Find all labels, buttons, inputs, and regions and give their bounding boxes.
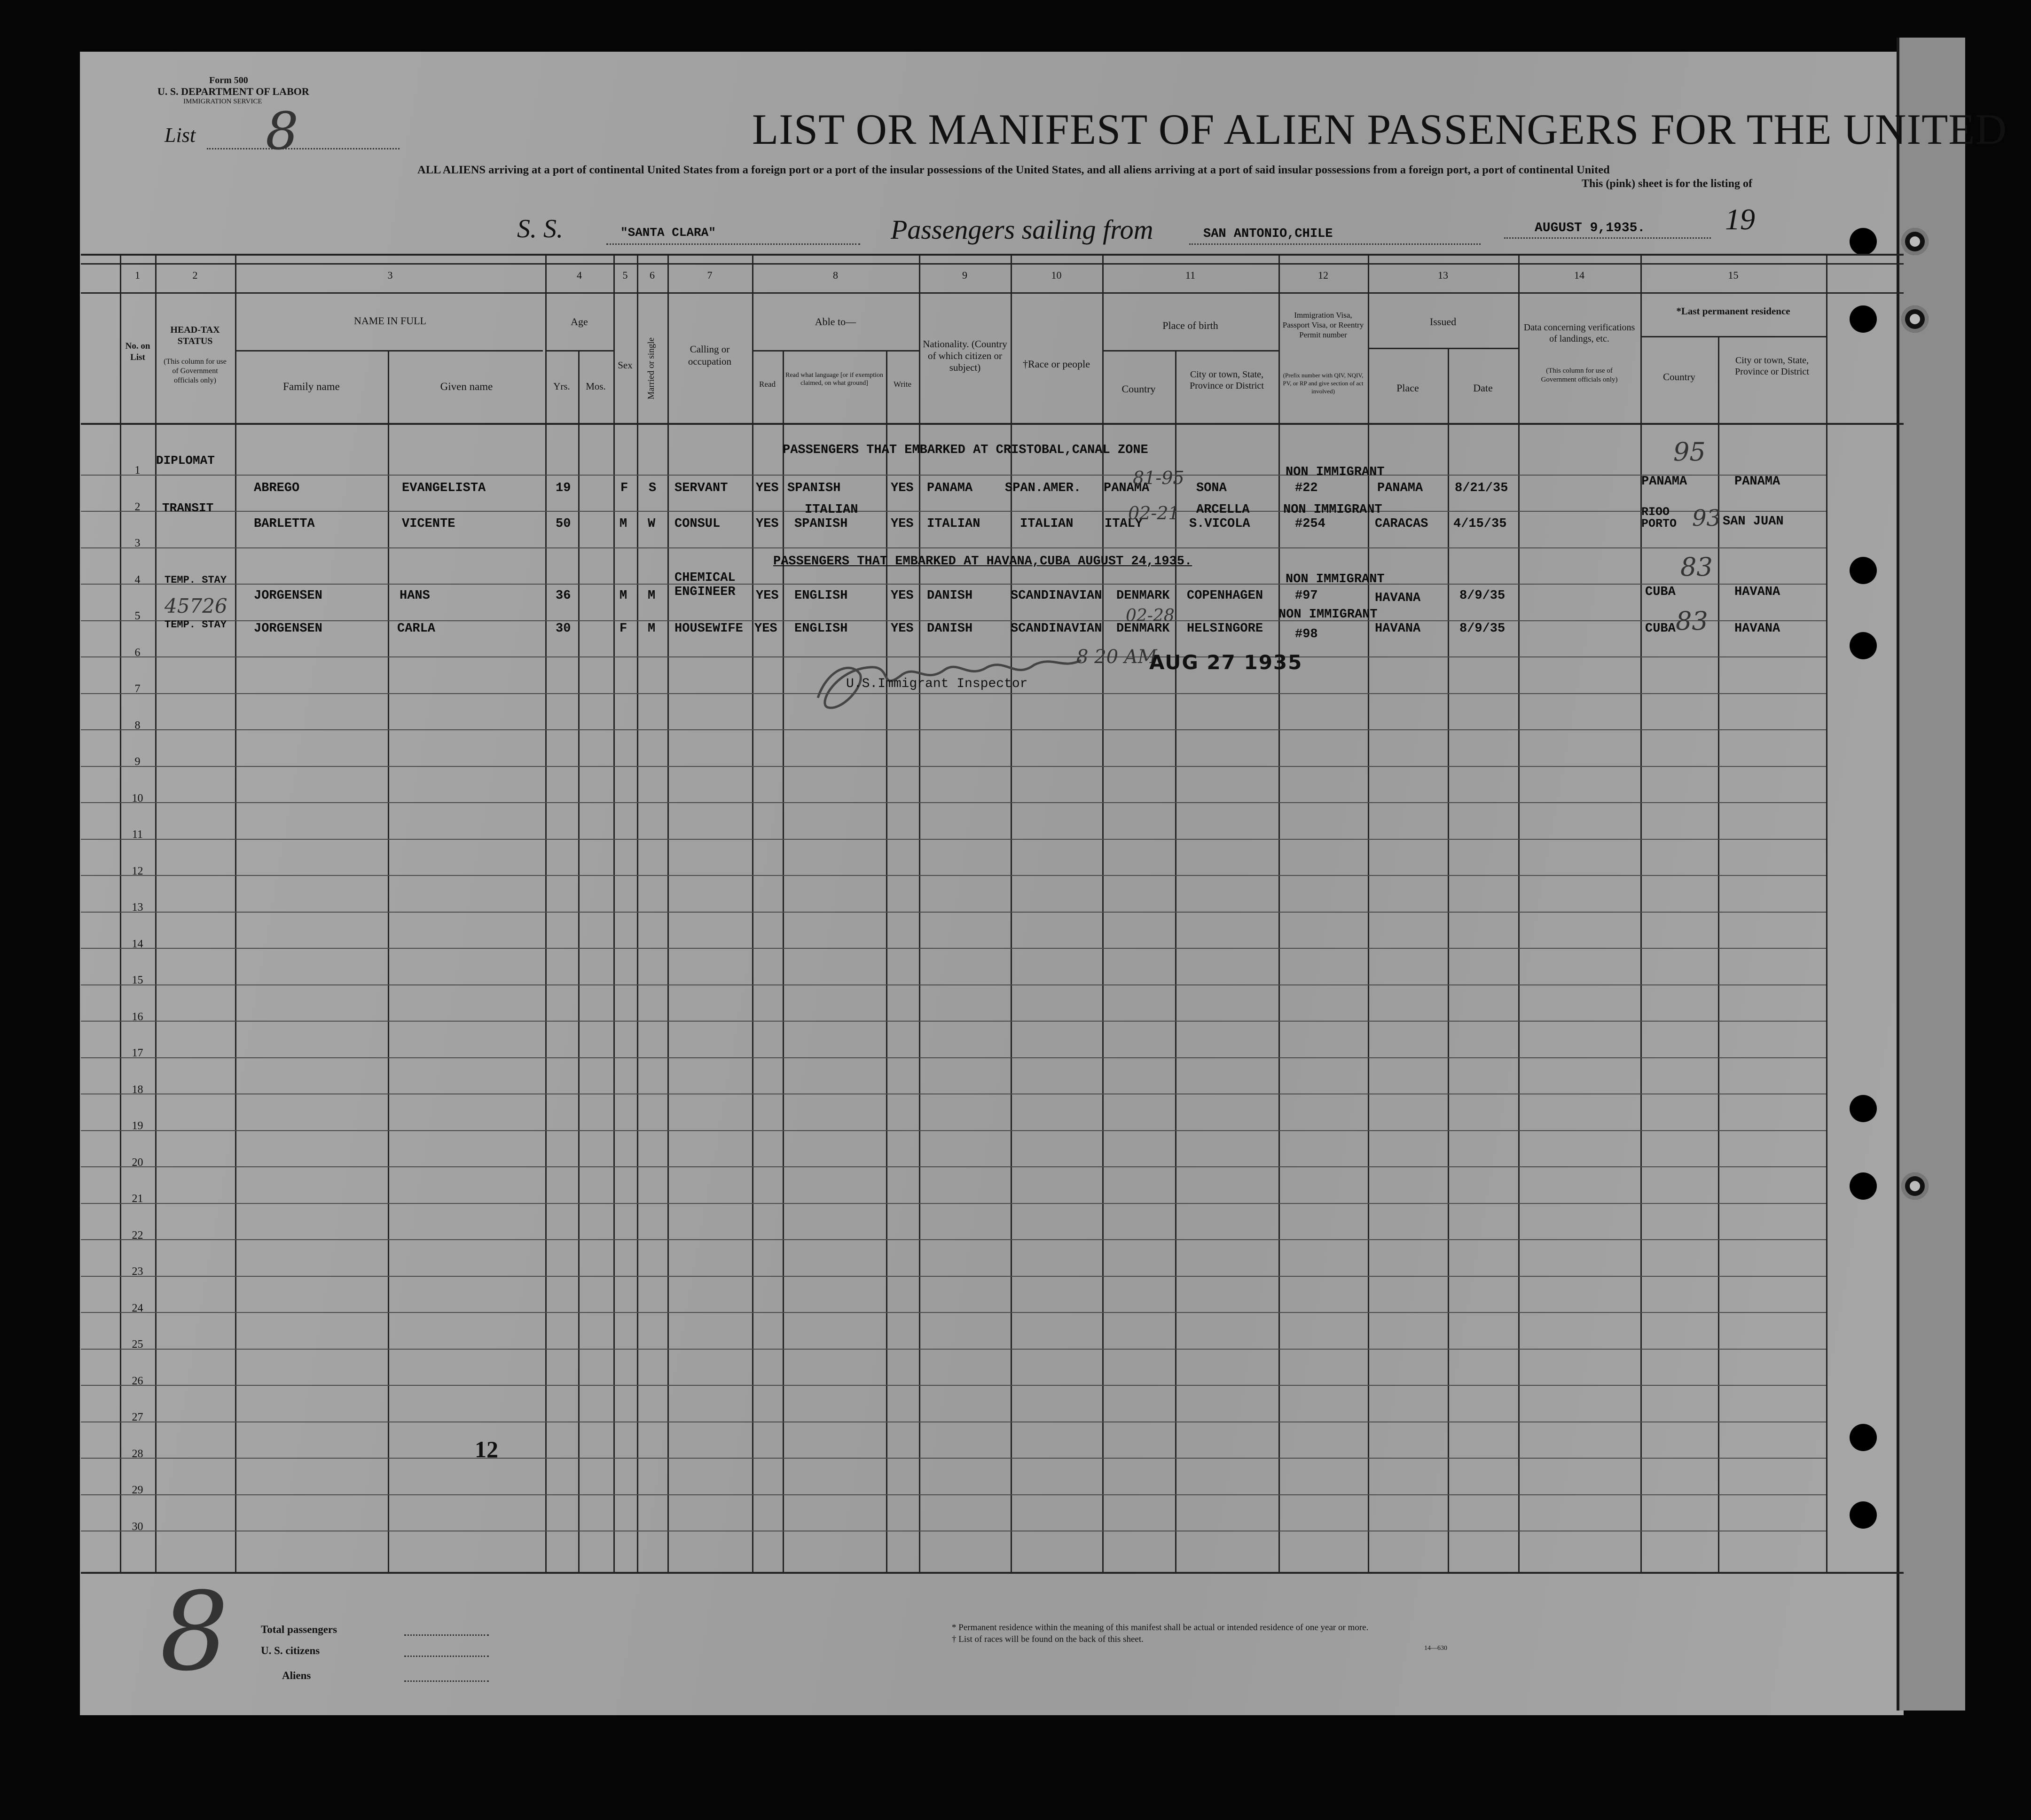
header-birth-city: City or town, State, Province or District xyxy=(1190,369,1264,391)
page-mark-12: 12 xyxy=(475,1436,498,1462)
header-landing-note: (This column for use of Government officials only) xyxy=(1541,367,1618,383)
total-passengers-line xyxy=(404,1634,489,1636)
issued-place: HAVANA xyxy=(1375,622,1421,636)
list-label: List xyxy=(165,124,196,147)
visa-number: #97 xyxy=(1295,589,1318,603)
line-number: 30 xyxy=(132,1520,143,1533)
family-name: BARLETTA xyxy=(254,517,315,531)
header-issued: Issued xyxy=(1429,316,1457,328)
header-write: Write xyxy=(893,380,912,389)
line-number: 12 xyxy=(132,865,143,877)
list-number: 8 xyxy=(266,101,298,161)
binder-hole xyxy=(1850,305,1877,333)
birth-country: PANAMA xyxy=(1104,481,1150,495)
row-rule xyxy=(81,1494,1826,1495)
visa-number: #98 xyxy=(1295,627,1318,641)
handwritten-head-tax-number: 45726 xyxy=(165,594,227,617)
line-number: 6 xyxy=(134,646,141,659)
visa-number: #22 xyxy=(1295,481,1318,495)
col-rule xyxy=(1826,254,1827,1572)
row-rule xyxy=(81,802,1826,803)
can-read: YES xyxy=(754,622,777,636)
line-number: 7 xyxy=(134,683,141,695)
occupation: HOUSEWIFE xyxy=(674,622,743,636)
col-number: 13 xyxy=(1438,269,1448,281)
header-given-name: Given name xyxy=(440,381,493,392)
stamp-date: AUG 27 1935 xyxy=(1149,651,1303,674)
col-rule xyxy=(1278,254,1280,1572)
can-write: YES xyxy=(891,622,914,636)
header-read-language: Read what language [or if exemption claimed, on what ground] xyxy=(785,372,883,387)
col-number: 7 xyxy=(707,269,713,281)
line-number: 21 xyxy=(132,1193,143,1205)
header-head-tax: HEAD-TAX STATUS xyxy=(170,325,220,346)
inspector-title: U.S.Immigrant Inspector xyxy=(846,677,1028,691)
header-read: Read xyxy=(759,380,776,389)
us-citizens-line xyxy=(404,1656,489,1657)
line-number: 3 xyxy=(134,537,141,549)
handwritten-code: 02-21 xyxy=(1128,503,1180,523)
list-underline xyxy=(207,148,400,149)
header-yrs: Yrs. xyxy=(553,381,570,392)
handwritten-code: 02-28 xyxy=(1126,606,1175,625)
manifest-title: LIST OR MANIFEST OF ALIEN PASSENGERS FOR THE UNITED xyxy=(752,105,2007,153)
nationality: DANISH xyxy=(927,622,973,636)
col-number: 6 xyxy=(650,269,655,281)
col-rule xyxy=(1518,254,1520,1572)
sex: F xyxy=(620,481,628,495)
issued-subheader-rule xyxy=(1368,348,1518,349)
line-number: 14 xyxy=(132,937,143,950)
col-rule xyxy=(637,254,638,1572)
row-rule xyxy=(81,1057,1826,1058)
line-number: 4 xyxy=(134,573,141,586)
row-rule xyxy=(81,1458,1826,1459)
can-read: YES xyxy=(756,481,779,495)
residence-city: PANAMA xyxy=(1734,475,1780,489)
binder-hole xyxy=(1850,228,1877,255)
marital-status: S xyxy=(649,481,657,495)
header-place-of-birth: Place of birth xyxy=(1162,320,1218,331)
residence-city: SAN JUAN xyxy=(1723,515,1784,529)
binder-hole-ring xyxy=(1901,228,1929,255)
language-1: ITALIAN xyxy=(805,503,858,517)
head-tax-status: DIPLOMAT xyxy=(156,453,215,468)
age-years: 19 xyxy=(556,481,571,495)
family-name: ABREGO xyxy=(254,481,300,495)
col-rule xyxy=(155,254,157,1572)
col-rule xyxy=(578,350,580,1572)
can-write: YES xyxy=(891,589,914,603)
handwritten-code: 93 xyxy=(1692,505,1721,531)
birth-country: DENMARK xyxy=(1116,589,1170,603)
row-rule xyxy=(81,948,1826,949)
sex: M xyxy=(619,589,627,603)
language: ENGLISH xyxy=(794,589,848,603)
next-page-edge xyxy=(1897,38,1965,1711)
line-number: 28 xyxy=(132,1447,143,1460)
head-tax-status: TEMP. STAY xyxy=(165,619,227,631)
manifest-subtitle-2: This (pink) sheet is for the listing of xyxy=(1582,178,1752,190)
row-rule xyxy=(81,1312,1826,1313)
line-number: 20 xyxy=(132,1156,143,1169)
manifest-subtitle-1: ALL ALIENS arriving at a port of continental United States from a foreign port or a port of the insular possessions of the United States, and all aliens arriving at a port of said insular possessions from a foreign port, a port of continental United xyxy=(417,164,1610,176)
given-name: VICENTE xyxy=(402,517,455,531)
header-no-on-list: No. on List xyxy=(125,341,150,362)
line-number: 18 xyxy=(132,1083,143,1096)
header-calling: Calling or occupation xyxy=(688,344,732,367)
residence-city: HAVANA xyxy=(1734,622,1780,636)
col-number: 14 xyxy=(1574,269,1584,281)
sex: F xyxy=(619,622,627,636)
residence-city: HAVANA xyxy=(1734,585,1780,599)
residence-subheader-rule xyxy=(1640,336,1826,337)
handwritten-code: 83 xyxy=(1676,606,1708,636)
issued-date: 4/15/35 xyxy=(1453,517,1507,531)
footer-hand-mark: 8 xyxy=(160,1570,229,1695)
form-code: 14—630 xyxy=(1424,1645,1447,1652)
row-rule xyxy=(81,1021,1826,1022)
line-number: 25 xyxy=(132,1338,143,1351)
us-citizens-label: U. S. citizens xyxy=(261,1645,320,1656)
section-header-havana: PASSENGERS THAT EMBARKED AT HAVANA,CUBA AUGUST 24,1935. xyxy=(773,555,1192,569)
header-nationality: Nationality. (Country of which citizen or subject) xyxy=(923,338,1007,373)
col-rule xyxy=(1175,350,1176,1572)
occupation: CONSUL xyxy=(674,517,721,531)
issued-place: HAVANA xyxy=(1375,591,1421,605)
birth-subheader-rule xyxy=(1102,350,1278,352)
line-number: 2 xyxy=(134,500,141,513)
row-rule xyxy=(81,1385,1826,1386)
header-age: Age xyxy=(571,316,588,328)
aliens-line xyxy=(404,1680,489,1682)
row-rule xyxy=(81,875,1826,876)
head-tax-status: TRANSIT xyxy=(162,501,214,515)
col-number: 1 xyxy=(135,269,140,281)
table-bottom-rule xyxy=(81,1572,1904,1574)
row-rule xyxy=(81,729,1826,730)
footer-note-1: * Permanent residence within the meaning of this manifest shall be actual or intended residence of one year or more. xyxy=(952,1623,1369,1633)
port-of-departure: SAN ANTONIO,CHILE xyxy=(1203,227,1333,241)
ship-name: "SANTA CLARA" xyxy=(620,226,716,240)
date-underline xyxy=(1504,237,1711,239)
nationality: PANAMA xyxy=(927,481,973,495)
language: SPANISH xyxy=(794,517,848,531)
col-rule xyxy=(783,350,784,1572)
language: ENGLISH xyxy=(794,622,848,636)
visa-type: NON IMMIGRANT xyxy=(1286,465,1385,479)
issued-place: CARACAS xyxy=(1375,517,1428,531)
row-rule xyxy=(81,475,1826,476)
line-number: 1 xyxy=(134,464,141,476)
line-number: 26 xyxy=(132,1375,143,1387)
table-top-rule xyxy=(81,254,1904,256)
header-issued-place: Place xyxy=(1396,382,1419,394)
marital-status: W xyxy=(648,517,656,531)
line-number: 5 xyxy=(134,610,141,622)
col-rule xyxy=(1448,348,1449,1572)
row-rule xyxy=(81,1349,1826,1350)
col-number: 8 xyxy=(833,269,838,281)
handwritten-code: 81-95 xyxy=(1133,468,1184,488)
service: IMMIGRATION SERVICE xyxy=(183,98,262,105)
header-able-to: Able to— xyxy=(815,316,856,328)
line-number: 19 xyxy=(132,1120,143,1132)
visa-type: NON IMMIGRANT xyxy=(1283,503,1382,517)
visa-number: #254 xyxy=(1295,517,1325,531)
line-number: 16 xyxy=(132,1010,143,1023)
occupation: SERVANT xyxy=(674,481,728,495)
row-rule xyxy=(81,511,1826,512)
row-rule xyxy=(81,1203,1826,1204)
binder-hole-ring xyxy=(1901,1172,1929,1200)
ss-label: S. S. xyxy=(517,214,563,243)
header-number-rule xyxy=(81,263,1904,265)
row-rule xyxy=(81,1166,1826,1167)
issued-date: 8/21/35 xyxy=(1455,481,1508,495)
col-rule xyxy=(886,350,887,1572)
can-read: YES xyxy=(756,517,779,531)
row-rule xyxy=(81,620,1826,621)
binder-hole xyxy=(1850,1095,1877,1122)
row-rule xyxy=(81,584,1826,585)
race: SCANDINAVIAN xyxy=(1011,589,1102,603)
residence-country: CUBA xyxy=(1645,622,1676,636)
header-birth-country: Country xyxy=(1121,383,1156,395)
marital-status: M xyxy=(648,622,656,636)
section-header-cristobal: PASSENGERS THAT EMBARKED AT CRISTOBAL,CANAL ZONE xyxy=(783,443,1148,457)
form-number: Form 500 xyxy=(209,75,248,86)
manifest-sheet xyxy=(80,52,1904,1715)
binder-hole xyxy=(1850,1501,1877,1529)
issued-place: PANAMA xyxy=(1377,481,1423,495)
can-read: YES xyxy=(756,589,779,603)
col-rule xyxy=(1640,254,1642,1572)
line-number: 11 xyxy=(132,828,143,841)
binder-hole xyxy=(1850,1424,1877,1451)
binder-hole xyxy=(1850,1172,1877,1200)
age-years: 50 xyxy=(556,517,571,531)
issued-date: 8/9/35 xyxy=(1459,589,1506,603)
header-mos: Mos. xyxy=(586,381,606,392)
header-bottom-rule xyxy=(81,423,1904,425)
header-res-city: City or town, State, Province or District xyxy=(1735,355,1809,377)
residence-country: PANAMA xyxy=(1641,475,1687,489)
col-number: 11 xyxy=(1185,269,1196,281)
header-residence: *Last permanent residence xyxy=(1676,305,1790,317)
total-passengers-label: Total passengers xyxy=(261,1624,337,1635)
race: SPAN.AMER. xyxy=(1005,481,1082,495)
ship-underline xyxy=(606,243,860,245)
age-years: 30 xyxy=(556,622,571,636)
col-number: 9 xyxy=(962,269,967,281)
row-rule xyxy=(81,1130,1826,1131)
birth-city-1: ARCELLA xyxy=(1196,503,1250,517)
occupation: ENGINEER xyxy=(674,585,736,599)
row-rule xyxy=(81,984,1826,985)
residence-country: CUBA xyxy=(1645,585,1676,599)
can-write: YES xyxy=(891,517,914,531)
sailing-date: AUGUST 9,1935. xyxy=(1535,221,1646,235)
col-rule xyxy=(545,254,547,1572)
col-number: 15 xyxy=(1728,269,1739,281)
nationality: ITALIAN xyxy=(927,517,980,531)
col-rule xyxy=(752,254,753,1572)
given-name: CARLA xyxy=(397,622,436,636)
col-rule xyxy=(388,350,389,1572)
given-name: EVANGELISTA xyxy=(402,481,486,495)
row-rule xyxy=(81,1239,1826,1240)
line-number: 13 xyxy=(132,901,143,914)
birth-city: SONA xyxy=(1196,481,1227,495)
aliens-label: Aliens xyxy=(282,1670,311,1681)
row-rule xyxy=(81,547,1826,548)
family-name: JORGENSEN xyxy=(254,589,322,603)
birth-country: DENMARK xyxy=(1116,622,1170,636)
binder-hole xyxy=(1850,557,1877,584)
row-rule xyxy=(81,912,1826,913)
visa-type: NON IMMIGRANT xyxy=(1278,608,1378,622)
col-number: 3 xyxy=(387,269,393,281)
line-number: 9 xyxy=(134,756,141,768)
footer-note-2: † List of races will be found on the back of this sheet. xyxy=(952,1634,1144,1644)
line-number: 10 xyxy=(132,792,143,805)
col-rule xyxy=(613,254,615,1572)
residence-country-1: RIOO xyxy=(1641,505,1670,519)
header-name-in-full: NAME IN FULL xyxy=(354,315,426,327)
header-issued-date: Date xyxy=(1473,382,1493,394)
sex: M xyxy=(619,517,627,531)
col-number: 12 xyxy=(1318,269,1328,281)
nationality: DANISH xyxy=(927,589,973,603)
line-number: 27 xyxy=(132,1411,143,1423)
col-number: 10 xyxy=(1051,269,1062,281)
race: ITALIAN xyxy=(1020,517,1074,531)
handwritten-code: 83 xyxy=(1680,552,1713,582)
line-number: 8 xyxy=(134,719,141,732)
header-married: Married or single xyxy=(646,337,656,399)
birth-city: S.VICOLA xyxy=(1189,517,1250,531)
sailing-label: Passengers sailing from xyxy=(891,214,1153,245)
year-label: 19 xyxy=(1725,203,1755,236)
header-res-country: Country xyxy=(1663,371,1695,383)
header-sex: Sex xyxy=(618,359,633,371)
can-write: YES xyxy=(891,481,914,495)
birth-country: ITALY xyxy=(1105,517,1143,531)
row-rule xyxy=(81,1276,1826,1277)
line-number: 23 xyxy=(132,1265,143,1278)
line-number: 24 xyxy=(132,1302,143,1314)
row-rule xyxy=(81,839,1826,840)
family-name: JORGENSEN xyxy=(254,622,322,636)
age-years: 36 xyxy=(556,589,571,603)
col-rule xyxy=(1368,254,1369,1572)
visa-type: NON IMMIGRANT xyxy=(1286,572,1385,586)
header-visa: Immigration Visa, Passport Visa, or Reentry Permit number xyxy=(1282,311,1364,339)
line-number: 15 xyxy=(132,974,143,986)
language: SPANISH xyxy=(787,481,841,495)
header-family-name: Family name xyxy=(283,381,340,392)
binder-hole xyxy=(1850,632,1877,659)
header-visa-note: (Prefix number with QIV, NQIV, PV, or RP and give section of act involved) xyxy=(1283,372,1364,395)
department: U. S. DEPARTMENT OF LABOR xyxy=(157,86,309,97)
given-name: HANS xyxy=(400,589,430,603)
occupation-1: CHEMICAL xyxy=(674,571,736,585)
col-number: 2 xyxy=(192,269,198,281)
issued-date: 8/9/35 xyxy=(1459,622,1506,636)
line-number: 29 xyxy=(132,1484,143,1496)
race: SCANDINAVIAN xyxy=(1011,622,1102,636)
binder-hole-ring xyxy=(1901,305,1929,333)
birth-city: HELSINGORE xyxy=(1187,622,1263,636)
column-number-rule xyxy=(81,292,1904,294)
marital-status: M xyxy=(648,589,656,603)
col-rule xyxy=(667,254,669,1572)
col-number: 4 xyxy=(577,269,582,281)
birth-city: COPENHAGEN xyxy=(1187,589,1263,603)
line-number: 22 xyxy=(132,1229,143,1242)
col-number: 5 xyxy=(622,269,628,281)
header-landing: Data concerning verifications of landings, etc. xyxy=(1523,322,1635,344)
handwritten-code: 95 xyxy=(1673,437,1706,467)
residence-country: PORTO xyxy=(1641,517,1677,531)
row-rule xyxy=(81,766,1826,767)
line-number: 17 xyxy=(132,1047,143,1059)
stamp-time: 8 20 AM xyxy=(1076,646,1157,668)
port-underline xyxy=(1189,243,1481,245)
header-head-tax-note: (This column for use of Government officials only) xyxy=(164,358,227,384)
col-rule xyxy=(235,254,236,1572)
able-subheader-rule xyxy=(752,350,919,352)
header-race: †Race or people xyxy=(1023,358,1090,370)
head-tax-status: TEMP. STAY xyxy=(165,574,227,586)
